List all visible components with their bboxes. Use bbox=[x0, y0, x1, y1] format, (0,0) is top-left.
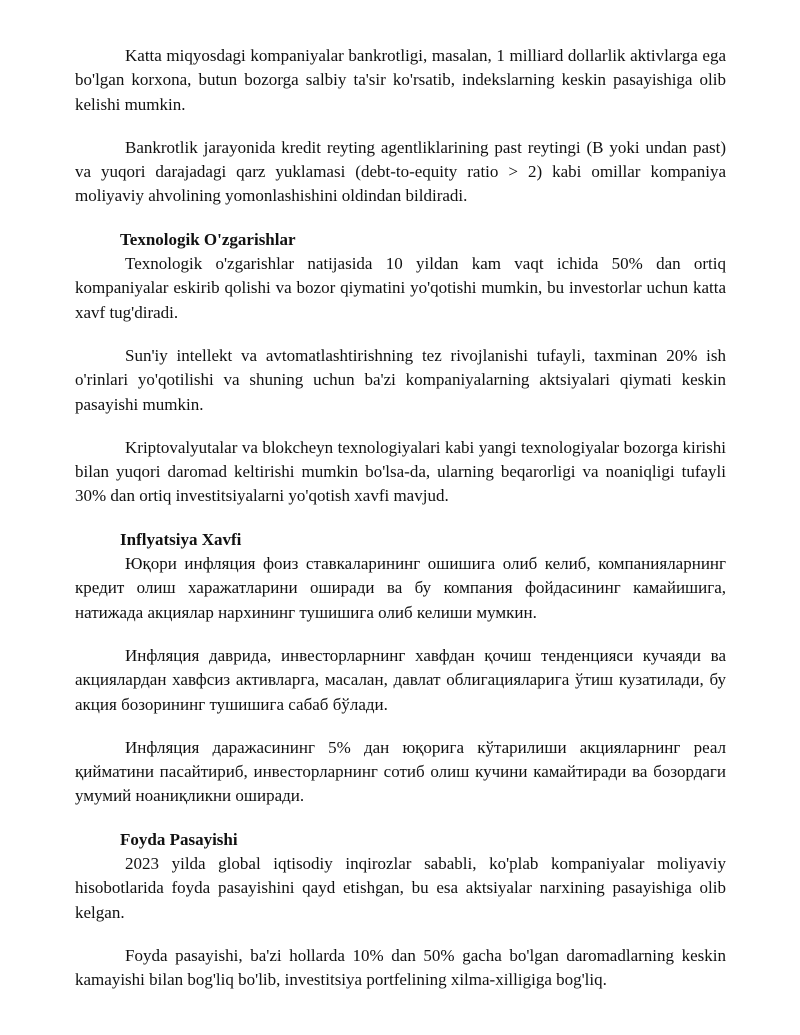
paragraph: Foyda pasayishi, ba'zi hollarda 10% dan 50% gacha bo'lgan daromadlarning keskin kamayishi bilan bog'liq bo'lib, investitsiya portfelining xilma-xilligiga bog'liq. bbox=[75, 945, 726, 990]
paragraph: Инфляция даражасининг 5% дан юқорига кўтарилиши акцияларнинг реал қийматини пасайтириб, инвесторларнинг сотиб олиш кучини камайтиради ва бозордаги умумий ноаниқликни оширади. bbox=[75, 737, 726, 806]
intro-block bbox=[75, 44, 726, 209]
paragraph: Texnologik o'zgarishlar natijasida 10 yildan kam vaqt ichida 50% dan ortiq kompaniyalar eskirib qolishi va bozor qiymatini yo'qotishi mumkin, bu investorlar uchun katta xavf tug'diradi. bbox=[75, 254, 726, 322]
paragraph: Bankrotlik jarayonida kredit reyting agentliklarining past reytingi (B yoki undan past) va yuqori darajadagi qarz yuklamasi (debt-to-equity ratio > 2) kabi omillar kompaniya moliyaviy ahvolining yomonlashishini oldindan bildiradi. bbox=[75, 137, 726, 206]
section-heading: Texnologik O'zgarishlar bbox=[120, 229, 296, 249]
section-texnologik bbox=[75, 228, 726, 509]
paragraph: Kriptovalyutalar va blokcheyn texnologiyalari kabi yangi texnologiyalar bozorga kirishi bilan yuqori daromad keltirishi mumkin bo'lsa-da, ularning beqarorligi va noaniqligi tufayli 30% dan ortiq investitsiyalarni yo'qotish xavfi mavjud. bbox=[75, 437, 726, 506]
section-heading: Inflyatsiya Xavfi bbox=[120, 529, 242, 549]
section-inflyatsiya bbox=[75, 528, 726, 809]
paragraph: Юқори инфляция фоиз ставкаларининг ошишига олиб келиб, компанияларнинг кредит олиш харажатларини оширади ва бу компания фойдасининг камайишига, натижада акциялар нархининг тушишига олиб келиши мумкин. bbox=[75, 554, 726, 622]
paragraph: Katta miqyosdagi kompaniyalar bankrotligi, masalan, 1 milliard dollarlik aktivlarga ega bo'lgan korxona, butun bozorga salbiy ta'sir ko'rsatib, indekslarning keskin pasayishiga olib kelishi mumkin. bbox=[75, 46, 726, 114]
section-heading: Foyda Pasayishi bbox=[120, 829, 238, 849]
paragraph: Инфляция даврида, инвесторларнинг хавфдан қочиш тенденцияси кучаяди ва акциялардан хавфсиз активларга, масалан, давлат облигацияларига ўтиш кузатилади, бу акция бозорининг тушишига сабаб бўлади. bbox=[75, 645, 726, 714]
paragraph: 2023 yilda global iqtisodiy inqirozlar sababli, ko'plab kompaniyalar moliyaviy hisobotlarida foyda pasayishini qayd etishgan, bu esa aktsiyalar narxining pasayishiga olib kelgan. bbox=[75, 854, 726, 922]
document-page bbox=[75, 44, 726, 1012]
paragraph: Sun'iy intellekt va avtomatlashtirishning tez rivojlanishi tufayli, taxminan 20% ish o'rinlari yo'qotilishi va shuning uchun ba'zi kompaniyalarning aktsiyalari qiymati keskin pasayishi mumkin. bbox=[75, 345, 726, 414]
section-foyda bbox=[75, 828, 726, 993]
